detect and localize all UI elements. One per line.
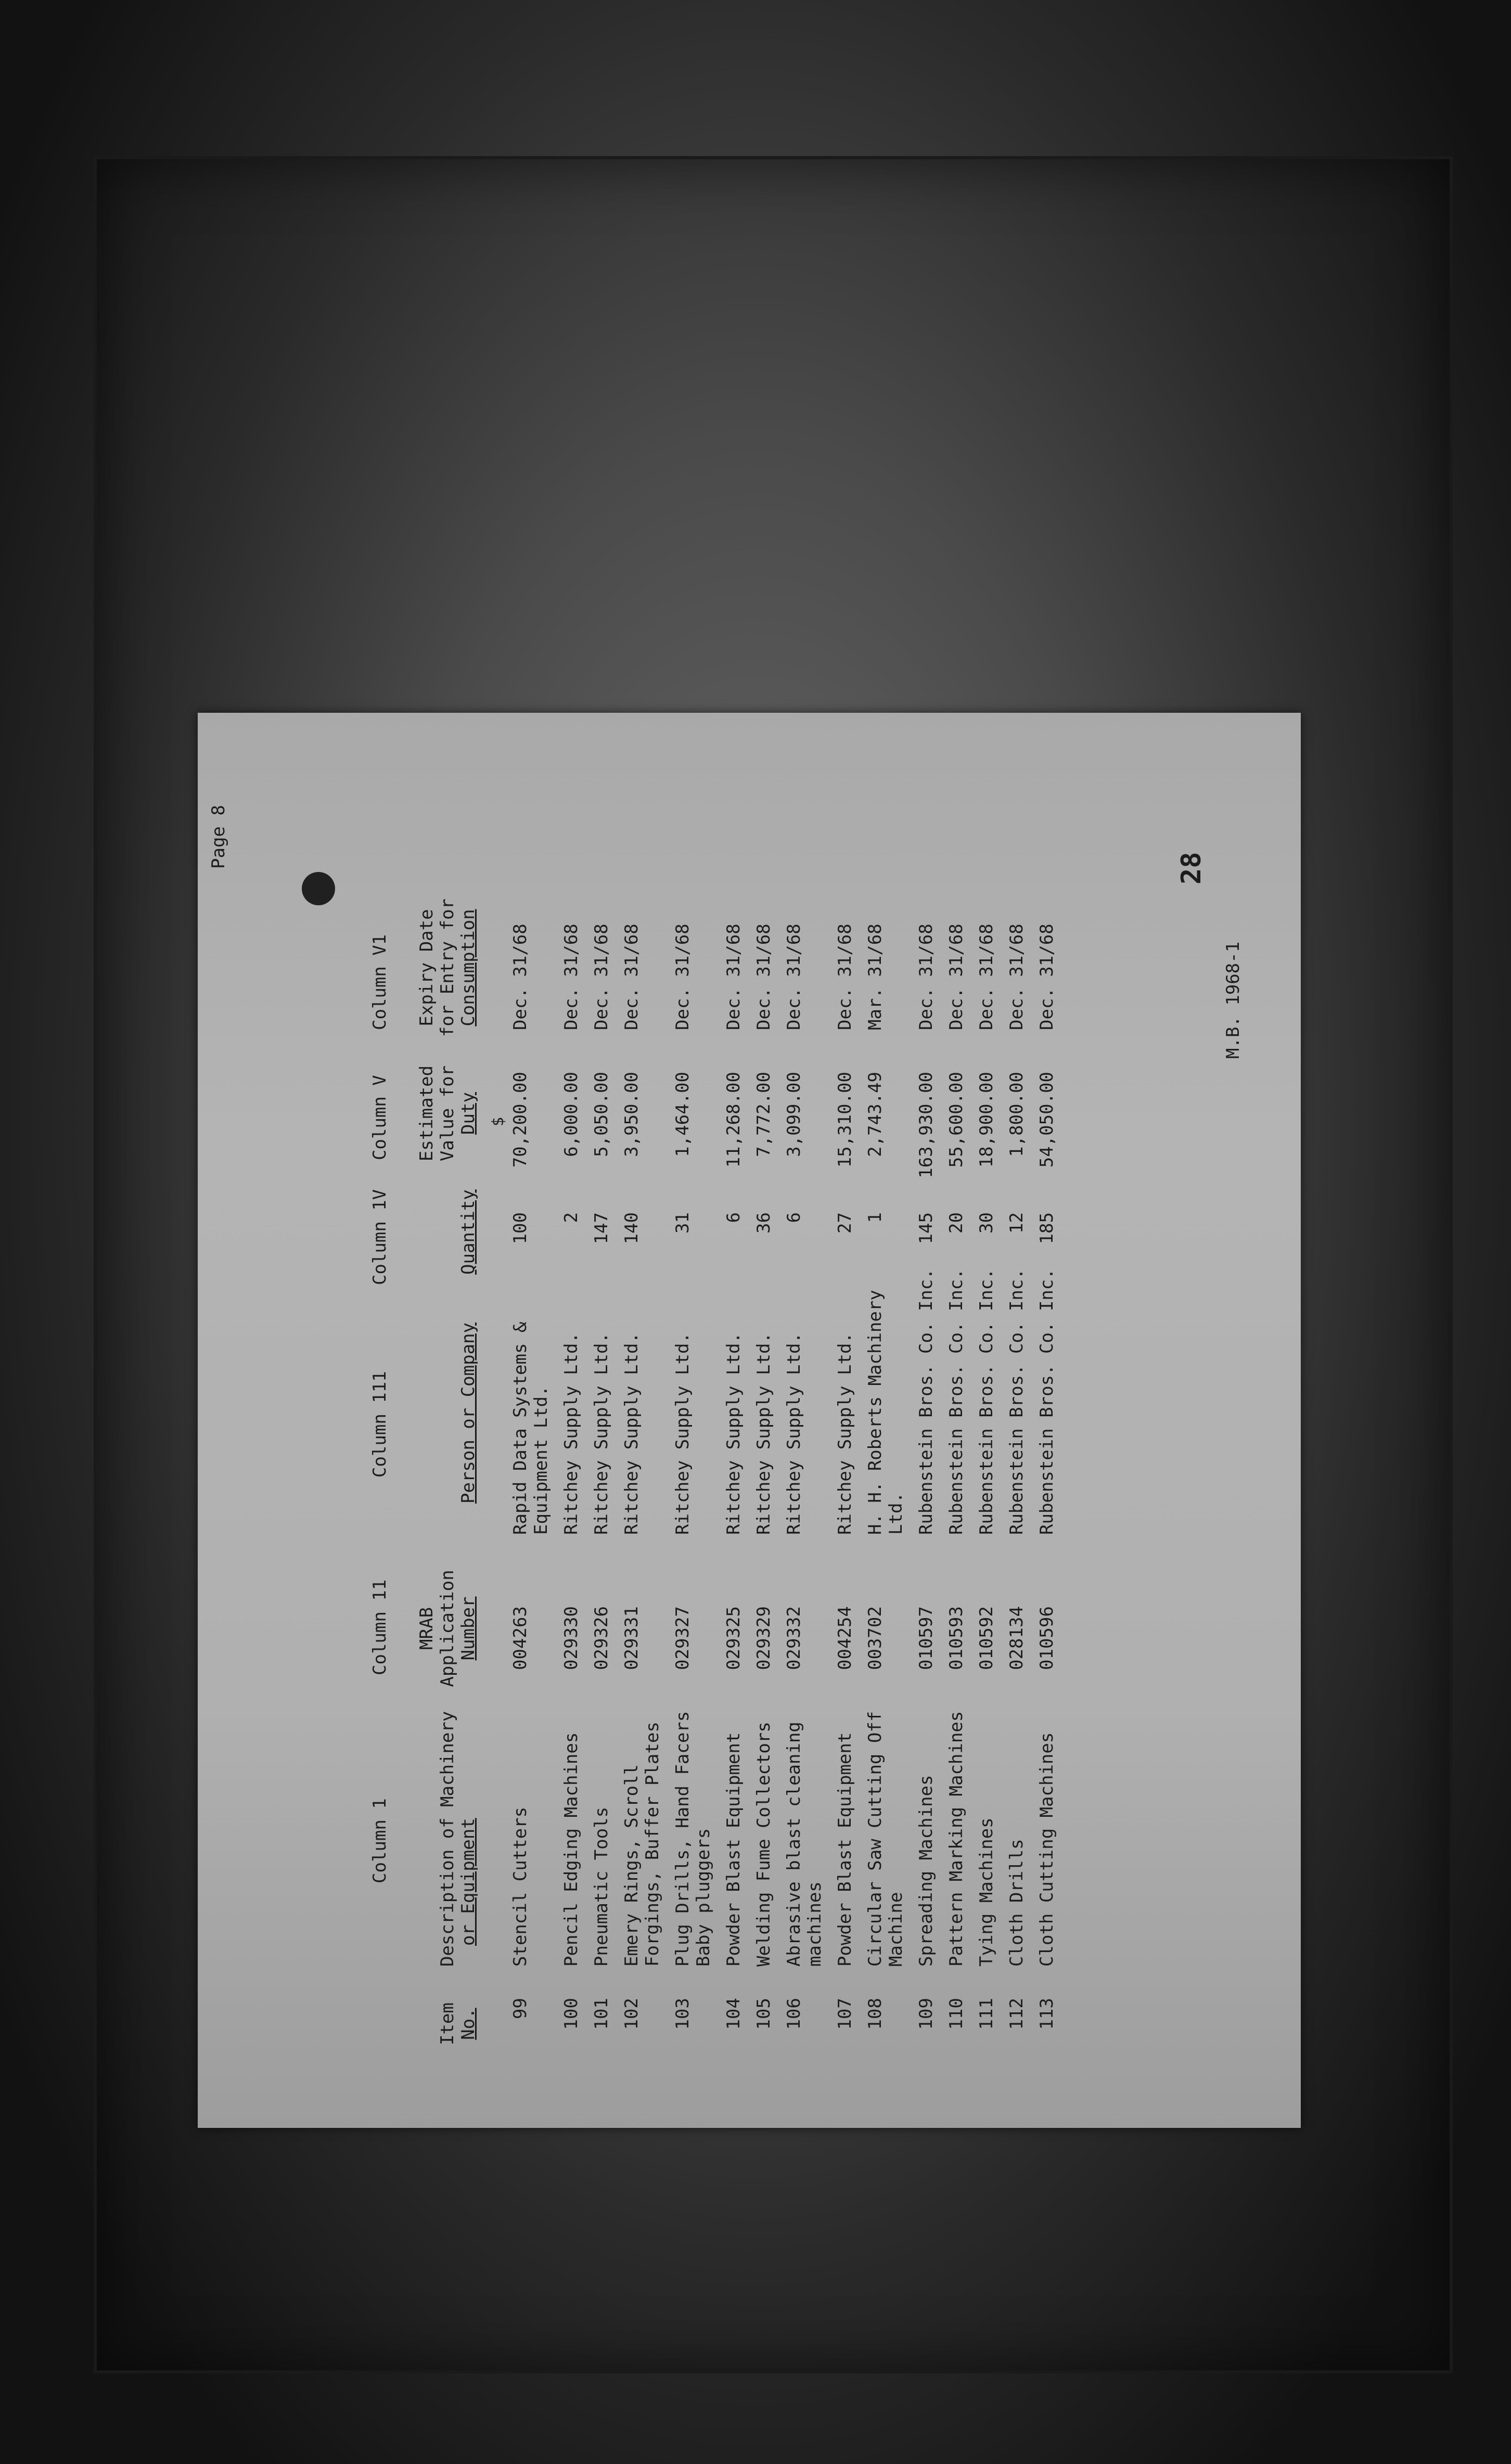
cell-company: [561, 1285, 582, 1535]
cell-company-line: Ritchey Supply Ltd.: [784, 1332, 804, 1535]
document-sheet: [198, 713, 1301, 2128]
cell-value: [510, 1072, 531, 1186]
cell-app: [1006, 1576, 1027, 1670]
cell-desc: [1006, 1696, 1027, 1967]
header-desc-line1: Description of Machinery: [437, 1711, 458, 1967]
header-value-line1: Estimated: [416, 1065, 437, 1162]
cell-qty: [865, 1212, 886, 1285]
cell-qty-line: 27: [835, 1212, 855, 1234]
cell-company-line: Ritchey Supply Ltd.: [561, 1332, 582, 1535]
cell-qty-line: 1: [865, 1212, 886, 1223]
cell-desc: [865, 1696, 906, 1967]
cell-qty: [591, 1212, 612, 1285]
cell-expiry-line: Dec. 31/68: [1036, 923, 1057, 1030]
header-expiry: [416, 895, 479, 1041]
cell-desc-line: Abrasive blast cleaning: [784, 1722, 804, 1967]
header-mrab: [416, 1566, 479, 1691]
cell-app-line: 010592: [976, 1606, 997, 1670]
cell-desc: [835, 1696, 855, 1967]
cell-expiry-line: Mar. 31/68: [865, 923, 886, 1030]
cell-item: [1006, 1998, 1027, 2050]
header-mrab-line3: Number: [458, 1596, 479, 1661]
cell-desc: [723, 1696, 744, 1967]
cell-company-line: Rubenstein Bros. Co. Inc.: [946, 1268, 967, 1535]
cell-value: [976, 1072, 997, 1186]
cell-expiry-line: Dec. 31/68: [946, 923, 967, 1030]
cell-item: [916, 1998, 937, 2050]
cell-value-line: 18,900.00: [976, 1072, 997, 1168]
cell-desc: [753, 1696, 774, 1967]
cell-expiry: [784, 905, 804, 1030]
cell-qty-line: 6: [723, 1212, 744, 1223]
cell-company-line: H. H. Roberts Machinery: [865, 1290, 886, 1535]
cell-desc-line: Tying Machines: [976, 1817, 997, 1967]
cell-app-line: 029332: [784, 1606, 804, 1670]
cell-value: [946, 1072, 967, 1186]
cell-company: [1036, 1268, 1057, 1535]
cell-desc-line: Cloth Drills: [1006, 1839, 1027, 1967]
cell-expiry: [723, 905, 744, 1030]
cell-app: [976, 1576, 997, 1670]
cell-value-line: 7,772.00: [753, 1072, 774, 1157]
cell-desc: [784, 1696, 825, 1967]
column-title-1: Column 1: [369, 1798, 390, 1883]
dollar-sign: $: [489, 1116, 507, 1126]
cell-item-line: 110: [946, 1998, 967, 2030]
cell-qty-line: 140: [621, 1212, 642, 1244]
cell-value: [865, 1072, 886, 1186]
header-mrab-line1: MRAB: [416, 1607, 437, 1650]
cell-desc: [946, 1696, 967, 1967]
cell-desc-line: Welding Fume Collectors: [753, 1722, 774, 1967]
cell-qty: [916, 1212, 937, 1285]
page-label: Page 8: [208, 805, 229, 869]
cell-company-line: Rapid Data Systems &: [510, 1321, 531, 1535]
cell-value-line: 1,800.00: [1006, 1072, 1027, 1157]
cell-value: [784, 1072, 804, 1186]
cell-company-line: Ltd.: [886, 1492, 906, 1535]
cell-item: [561, 1998, 582, 2050]
cell-qty: [672, 1212, 693, 1285]
cell-app-line: 029327: [672, 1606, 693, 1670]
cell-app-line: 029326: [591, 1606, 612, 1670]
cell-item: [591, 1998, 612, 2050]
cell-qty: [784, 1212, 804, 1285]
cell-value-line: 70,200.00: [510, 1072, 531, 1168]
cell-company: [916, 1268, 937, 1535]
cell-company-line: Ritchey Supply Ltd.: [621, 1332, 642, 1535]
cell-value-line: 5,050.00: [591, 1072, 612, 1157]
header-item: [437, 1987, 479, 2060]
cell-desc-line: Circular Saw Cutting Off: [865, 1711, 886, 1967]
cell-company-line: Rubenstein Bros. Co. Inc.: [916, 1268, 937, 1535]
column-title-2: Column 11: [369, 1579, 390, 1675]
cell-value: [561, 1072, 582, 1186]
cell-company: [672, 1285, 693, 1535]
form-number: M.B. 1968-1: [1223, 941, 1244, 1059]
cell-item: [510, 1998, 531, 2050]
cell-item-line: 113: [1036, 1998, 1057, 2030]
cell-value-line: 6,000.00: [561, 1072, 582, 1157]
cell-value: [591, 1072, 612, 1186]
cell-expiry-line: Dec. 31/68: [753, 923, 774, 1030]
cell-qty-line: 147: [591, 1212, 612, 1244]
cell-app-line: 028134: [1006, 1606, 1027, 1670]
cell-desc-line: Powder Blast Equipment: [835, 1732, 855, 1967]
cell-qty: [723, 1212, 744, 1285]
cell-expiry: [1006, 905, 1027, 1030]
cell-expiry: [1036, 905, 1057, 1030]
cell-desc: [976, 1696, 997, 1967]
cell-app-line: 004254: [835, 1606, 855, 1670]
cell-expiry-line: Dec. 31/68: [976, 923, 997, 1030]
cell-value: [621, 1072, 642, 1186]
cell-qty-line: 2: [561, 1212, 582, 1223]
cell-desc-line: Machine: [886, 1892, 906, 1967]
cell-value-line: 3,099.00: [784, 1072, 804, 1157]
cell-expiry: [916, 905, 937, 1030]
cell-expiry-line: Dec. 31/68: [672, 923, 693, 1030]
cell-item-line: 101: [591, 1998, 612, 2030]
cell-item-line: 105: [753, 1998, 774, 2030]
cell-qty: [510, 1212, 531, 1285]
column-title-3: Column 111: [369, 1371, 390, 1478]
cell-company: [510, 1285, 552, 1535]
cell-item-line: 107: [835, 1998, 855, 2030]
cell-app: [723, 1576, 744, 1670]
cell-value: [723, 1072, 744, 1186]
cell-item: [976, 1998, 997, 2050]
cell-desc: [621, 1696, 663, 1967]
cell-item-line: 111: [976, 1998, 997, 2030]
cell-desc-line: Baby pluggers: [693, 1828, 714, 1967]
cell-app: [835, 1576, 855, 1670]
cell-item: [1036, 1998, 1057, 2050]
cell-app: [916, 1576, 937, 1670]
cell-desc-line: Pneumatic Tools: [591, 1806, 612, 1967]
punch-hole: [302, 872, 335, 905]
header-value-line2: Value for: [437, 1065, 458, 1162]
cell-company-line: Ritchey Supply Ltd.: [835, 1332, 855, 1535]
cell-expiry: [621, 905, 642, 1030]
cell-company: [865, 1285, 906, 1535]
cell-qty: [1006, 1212, 1027, 1285]
cell-expiry-line: Dec. 31/68: [561, 923, 582, 1030]
cell-expiry-line: Dec. 31/68: [1006, 923, 1027, 1030]
cell-qty-line: 36: [753, 1212, 774, 1234]
cell-value: [1006, 1072, 1027, 1186]
cell-company-line: Ritchey Supply Ltd.: [591, 1332, 612, 1535]
cell-company: [591, 1285, 612, 1535]
cell-company: [976, 1268, 997, 1535]
cell-company: [946, 1268, 967, 1535]
cell-item-line: 99: [510, 1998, 531, 2019]
cell-qty: [561, 1212, 582, 1285]
cell-value: [1036, 1072, 1057, 1186]
cell-company-line: Ritchey Supply Ltd.: [723, 1332, 744, 1535]
header-value-line3: Duty: [458, 1092, 479, 1135]
cell-item: [946, 1998, 967, 2050]
cell-app: [561, 1576, 582, 1670]
rotated-page: [198, 713, 1301, 2128]
cell-item: [621, 1998, 642, 2050]
cell-expiry-line: Dec. 31/68: [835, 923, 855, 1030]
cell-qty: [621, 1212, 642, 1285]
cell-qty-line: 12: [1006, 1212, 1027, 1234]
cell-app-line: 010596: [1036, 1606, 1057, 1670]
cell-desc-line: Pencil Edging Machines: [561, 1732, 582, 1967]
cell-app: [865, 1576, 886, 1670]
cell-company: [723, 1285, 744, 1535]
cell-desc: [591, 1696, 612, 1967]
column-title-6: Column V1: [369, 934, 390, 1030]
cell-value-line: 15,310.00: [835, 1072, 855, 1168]
cell-app-line: 004263: [510, 1606, 531, 1670]
cell-app-line: 029329: [753, 1606, 774, 1670]
cell-app: [672, 1576, 693, 1670]
cell-app: [621, 1576, 642, 1670]
cell-company-line: Rubenstein Bros. Co. Inc.: [1006, 1268, 1027, 1535]
header-desc-line2: or Equipment: [458, 1818, 479, 1946]
page-number: 28: [1176, 852, 1207, 884]
cell-value: [753, 1072, 774, 1186]
cell-desc-line: Forgings, Buffer Plates: [642, 1722, 663, 1967]
cell-value-line: 163,930.00: [916, 1072, 937, 1178]
header-person: Person or Company: [458, 1323, 479, 1504]
cell-desc-line: Cloth Cutting Machines: [1036, 1732, 1057, 1967]
cell-app: [510, 1576, 531, 1670]
cell-desc: [510, 1696, 531, 1967]
header-quantity: Quantity: [458, 1189, 479, 1275]
cell-expiry-line: Dec. 31/68: [591, 923, 612, 1030]
cell-item: [723, 1998, 744, 2050]
cell-qty-line: 31: [672, 1212, 693, 1234]
cell-qty: [976, 1212, 997, 1285]
cell-expiry-line: Dec. 31/68: [784, 923, 804, 1030]
cell-desc-line: Pattern Marking Machines: [946, 1711, 967, 1967]
cell-expiry: [672, 905, 693, 1030]
cell-value-line: 11,268.00: [723, 1072, 744, 1168]
cell-company-line: Rubenstein Bros. Co. Inc.: [976, 1268, 997, 1535]
cell-app: [1036, 1576, 1057, 1670]
cell-qty: [946, 1212, 967, 1285]
cell-qty: [1036, 1212, 1057, 1285]
cell-expiry: [510, 905, 531, 1030]
cell-app-line: 029331: [621, 1606, 642, 1670]
cell-company: [753, 1285, 774, 1535]
cell-value: [916, 1072, 937, 1186]
header-item-line2: No.: [458, 2008, 479, 2040]
cell-value-line: 1,464.00: [672, 1072, 693, 1157]
cell-qty-line: 20: [946, 1212, 967, 1234]
cell-expiry: [591, 905, 612, 1030]
cell-item-line: 106: [784, 1998, 804, 2030]
header-expiry-line2: for Entry for: [437, 898, 458, 1037]
cell-desc: [1036, 1696, 1057, 1967]
column-title-4: Column 1V: [369, 1189, 390, 1285]
cell-app-line: 010597: [916, 1606, 937, 1670]
cell-company: [621, 1285, 642, 1535]
column-title-5: Column V: [369, 1075, 390, 1160]
cell-expiry: [835, 905, 855, 1030]
cell-item: [753, 1998, 774, 2050]
cell-desc: [916, 1696, 937, 1967]
cell-company-line: Ritchey Supply Ltd.: [753, 1332, 774, 1535]
cell-value: [672, 1072, 693, 1186]
header-expiry-line3: Consumption: [458, 909, 479, 1026]
cell-expiry-line: Dec. 31/68: [510, 923, 531, 1030]
cell-qty-line: 6: [784, 1212, 804, 1223]
cell-item-line: 102: [621, 1998, 642, 2030]
cell-item: [865, 1998, 886, 2050]
cell-expiry: [753, 905, 774, 1030]
cell-item-line: 100: [561, 1998, 582, 2030]
cell-expiry: [865, 905, 886, 1030]
header-mrab-line2: Application: [437, 1570, 458, 1687]
cell-value: [835, 1072, 855, 1186]
cell-qty-line: 185: [1036, 1212, 1057, 1244]
cell-value-line: 2,743.49: [865, 1072, 886, 1157]
cell-item-line: 103: [672, 1998, 693, 2030]
cell-company-line: Equipment Ltd.: [531, 1385, 552, 1535]
cell-desc-line: Stencil Cutters: [510, 1806, 531, 1967]
cell-qty-line: 145: [916, 1212, 937, 1244]
cell-desc-line: Emery Rings, Scroll: [621, 1764, 642, 1967]
cell-app: [591, 1576, 612, 1670]
header-description: [437, 1711, 479, 1967]
cell-app: [946, 1576, 967, 1670]
cell-company-line: Rubenstein Bros. Co. Inc.: [1036, 1268, 1057, 1535]
cell-qty: [753, 1212, 774, 1285]
cell-app-line: 010593: [946, 1606, 967, 1670]
cell-value-line: 55,600.00: [946, 1072, 967, 1168]
cell-company: [1006, 1268, 1027, 1535]
cell-expiry-line: Dec. 31/68: [621, 923, 642, 1030]
cell-company-line: Ritchey Supply Ltd.: [672, 1332, 693, 1535]
cell-app: [784, 1576, 804, 1670]
cell-desc-line: Spreading Machines: [916, 1775, 937, 1967]
cell-desc: [672, 1696, 714, 1967]
header-item-line1: Item: [437, 2003, 458, 2045]
cell-item: [784, 1998, 804, 2050]
cell-item-line: 109: [916, 1998, 937, 2030]
cell-app-line: 029325: [723, 1606, 744, 1670]
cell-desc: [561, 1696, 582, 1967]
cell-value-line: 3,950.00: [621, 1072, 642, 1157]
cell-app-line: 003702: [865, 1606, 886, 1670]
cell-app-line: 029330: [561, 1606, 582, 1670]
cell-desc-line: Plug Drills, Hand Facers: [672, 1711, 693, 1967]
cell-app: [753, 1576, 774, 1670]
cell-item: [672, 1998, 693, 2050]
header-value: [416, 1056, 479, 1171]
cell-qty-line: 30: [976, 1212, 997, 1234]
cell-value-line: 54,050.00: [1036, 1072, 1057, 1168]
cell-expiry: [976, 905, 997, 1030]
cell-qty: [835, 1212, 855, 1285]
cell-desc-line: Powder Blast Equipment: [723, 1732, 744, 1967]
cell-item: [835, 1998, 855, 2050]
cell-item-line: 112: [1006, 1998, 1027, 2030]
cell-company: [784, 1285, 804, 1535]
cell-item-line: 108: [865, 1998, 886, 2030]
cell-company: [835, 1285, 855, 1535]
cell-qty-line: 100: [510, 1212, 531, 1244]
header-expiry-line1: Expiry Date: [416, 909, 437, 1026]
cell-expiry: [946, 905, 967, 1030]
cell-expiry-line: Dec. 31/68: [723, 923, 744, 1030]
cell-expiry-line: Dec. 31/68: [916, 923, 937, 1030]
cell-item-line: 104: [723, 1998, 744, 2030]
cell-desc-line: machines: [804, 1881, 825, 1967]
cell-expiry: [561, 905, 582, 1030]
